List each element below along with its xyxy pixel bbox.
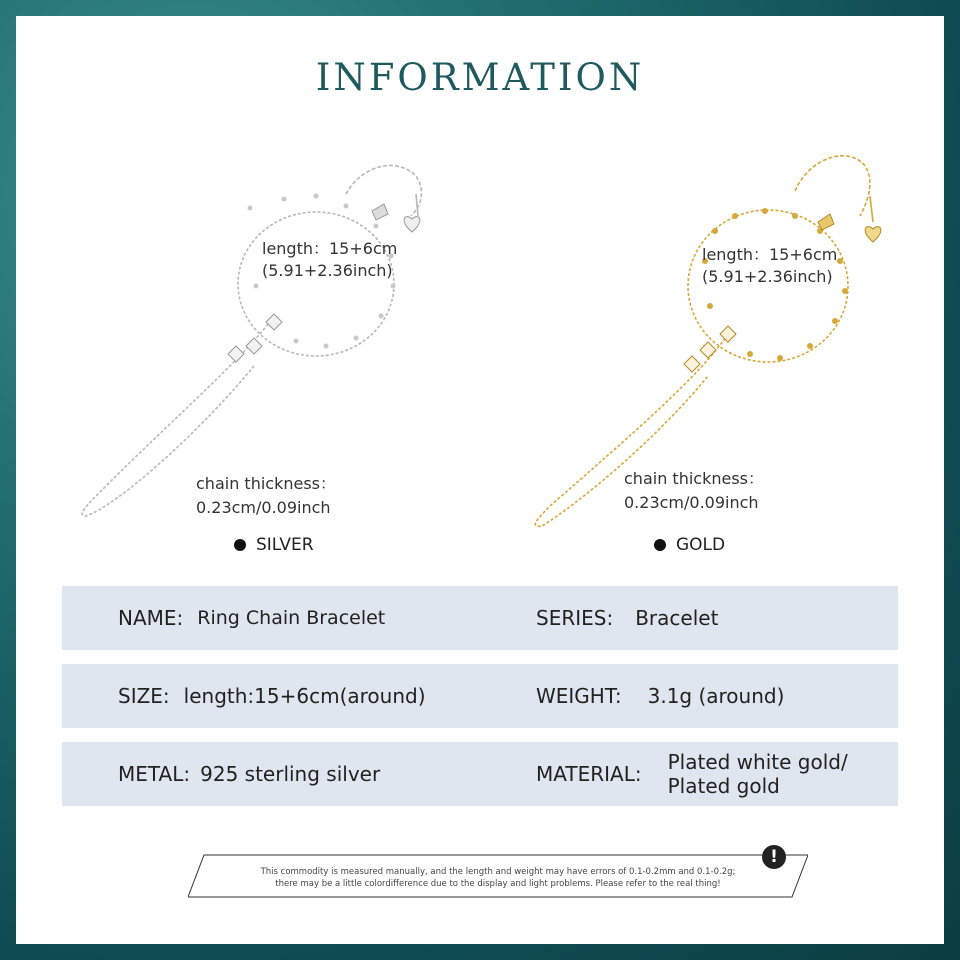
gold-color-tag — [654, 535, 725, 555]
spec-material — [536, 742, 848, 806]
spec-name-value: Ring Chain Bracelet — [197, 607, 386, 629]
gold-thickness-value: 0.23cm/0.09inch — [624, 493, 759, 512]
spec-size-value: length:15+6cm(around) — [183, 684, 426, 708]
silver-color-label: SILVER — [256, 535, 314, 555]
spec-name — [118, 586, 385, 650]
spec-row-size-weight — [62, 664, 898, 728]
gold-length-label — [702, 244, 837, 288]
spec-weight-key: WEIGHT: — [536, 684, 622, 708]
spec-series-value: Bracelet — [635, 606, 719, 630]
bullet-dot-icon — [234, 539, 246, 551]
silver-thickness-title: chain thickness： — [196, 474, 336, 493]
disclaimer-line2: there may be a little colordifference due to the display and light problems. Please refer to the real thing! — [275, 879, 721, 889]
spec-metal-value: 925 sterling silver — [200, 762, 381, 786]
gold-color-label: GOLD — [676, 535, 726, 555]
gold-length-inch: (5.91+2.36inch) — [702, 267, 833, 286]
silver-thickness-label — [196, 472, 336, 520]
spec-series-key: SERIES: — [536, 606, 614, 630]
spec-material-line1: Plated white gold/ — [667, 750, 848, 774]
exclamation-icon: ! — [762, 845, 786, 869]
silver-thickness-value: 0.23cm/0.09inch — [196, 498, 331, 517]
disclaimer-text — [218, 866, 778, 890]
spec-name-key: NAME: — [118, 606, 184, 630]
product-silver — [16, 16, 480, 576]
disclaimer-line1: This commodity is measured manually, and the length and weight may have errors of 0.1-0.2mm and 0.1-0.2g; — [260, 867, 736, 877]
silver-length-label — [262, 238, 397, 282]
silver-color-tag — [234, 535, 314, 555]
spec-weight — [536, 664, 784, 728]
spec-material-value — [668, 750, 848, 798]
spec-row-name-series — [62, 586, 898, 650]
spec-weight-value: 3.1g (around) — [647, 684, 785, 708]
silver-length-cm: length：15+6cm — [262, 239, 398, 258]
spec-row-metal-material — [62, 742, 898, 806]
spec-material-line2: Plated gold — [667, 774, 780, 798]
silver-length-inch: (5.91+2.36inch) — [262, 261, 393, 280]
bullet-dot-icon — [654, 539, 666, 551]
gold-thickness-title: chain thickness： — [624, 469, 764, 488]
spec-metal — [118, 742, 380, 806]
info-card — [16, 16, 944, 944]
page-title: INFORMATION — [315, 56, 645, 99]
disclaimer-notice — [188, 854, 808, 898]
product-gold — [480, 16, 944, 576]
spec-metal-key: METAL: — [118, 762, 191, 786]
spec-series — [536, 586, 718, 650]
spec-size — [118, 664, 426, 728]
gold-length-cm: length：15+6cm — [702, 245, 838, 264]
spec-size-key: SIZE: — [118, 684, 170, 708]
spec-material-key: MATERIAL: — [536, 762, 642, 786]
gold-thickness-label — [624, 467, 764, 515]
